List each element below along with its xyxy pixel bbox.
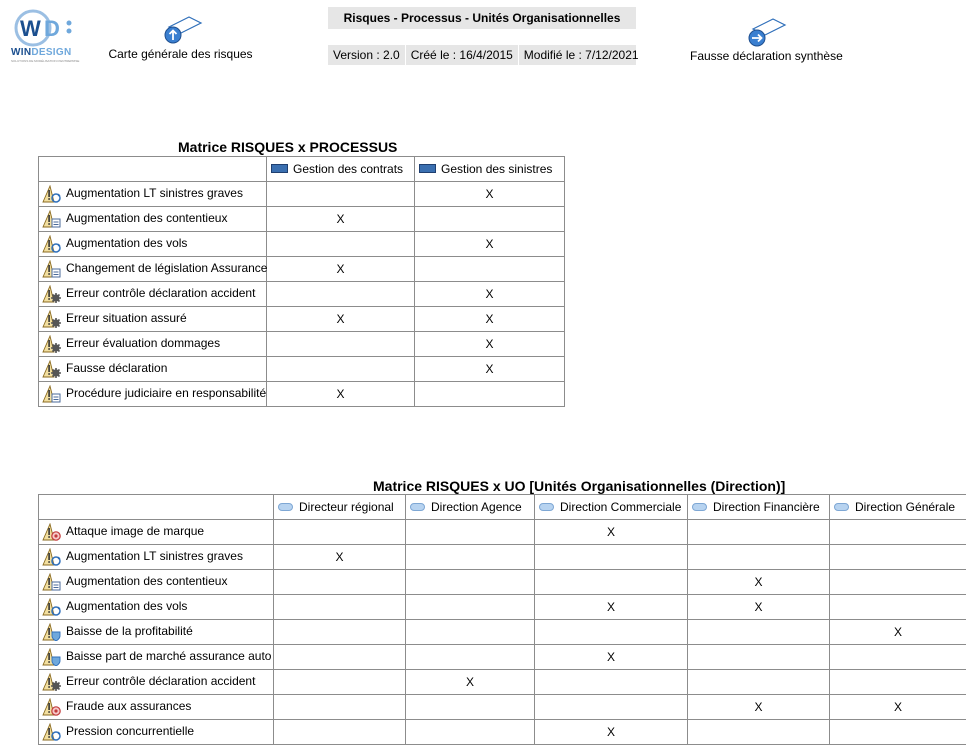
table-row	[39, 670, 966, 695]
matrix-cell	[535, 670, 688, 695]
logo-tagline: SOLUTIONS DE MODÉLISATION D'ENTREPRISE	[11, 59, 80, 63]
matrix-cell: X	[535, 595, 688, 620]
matrix-cell: X	[267, 207, 415, 232]
risk-cycle-icon	[42, 235, 62, 253]
matrix-cell	[830, 645, 966, 670]
matrix-cell	[406, 720, 535, 745]
column-swatch-icon	[278, 503, 293, 511]
risk-row-header[interactable]	[39, 570, 274, 595]
matrix-processus-title: Matrice RISQUES x PROCESSUS	[178, 139, 398, 155]
column-header-label: Gestion des contrats	[293, 162, 404, 176]
windesign-logo-icon	[11, 9, 73, 47]
risk-label: Baisse de la profitabilité	[66, 624, 193, 639]
matrix-cell	[406, 545, 535, 570]
risk-row-header[interactable]	[39, 257, 267, 282]
table-row	[39, 545, 966, 570]
matrix-cell: X	[406, 670, 535, 695]
matrix-cell: X	[688, 595, 830, 620]
matrix-cell: X	[535, 520, 688, 545]
nav-right-label: Fausse déclaration synthèse	[690, 49, 843, 63]
risk-shield-icon	[42, 648, 62, 666]
arrow-up-icon	[159, 15, 203, 45]
matrix-header-row	[39, 495, 966, 520]
risk-label: Erreur situation assuré	[66, 311, 187, 326]
document-meta	[328, 45, 639, 65]
column-header	[267, 157, 415, 182]
risk-label: Attaque image de marque	[66, 524, 205, 539]
risk-gear-icon	[42, 285, 62, 303]
risk-row-header[interactable]	[39, 695, 274, 720]
table-row	[39, 645, 966, 670]
column-header-label: Direction Commerciale	[560, 500, 682, 514]
matrix-cell	[274, 645, 406, 670]
windesign-logo	[9, 9, 80, 63]
matrix-cell	[274, 595, 406, 620]
risk-doc-icon	[42, 573, 62, 591]
risk-row-header[interactable]	[39, 670, 274, 695]
matrix-cell	[267, 357, 415, 382]
matrix-cell	[267, 332, 415, 357]
matrix-cell	[688, 645, 830, 670]
matrix-cell	[830, 520, 966, 545]
matrix-cell	[688, 520, 830, 545]
column-swatch-icon	[410, 503, 425, 511]
matrix-cell: X	[274, 545, 406, 570]
risk-row-header[interactable]	[39, 545, 274, 570]
matrix-cell: X	[830, 620, 966, 645]
column-header	[415, 157, 565, 182]
matrix-cell: X	[415, 357, 565, 382]
column-swatch-icon	[539, 503, 554, 511]
column-header-label: Gestion des sinistres	[441, 162, 553, 176]
matrix-cell: X	[267, 382, 415, 407]
svg-text:W: W	[20, 16, 41, 41]
risk-target-icon	[42, 523, 62, 541]
matrix-cell	[535, 570, 688, 595]
risk-row-header[interactable]	[39, 307, 267, 332]
matrix-cell: X	[830, 695, 966, 720]
risk-target-icon	[42, 698, 62, 716]
table-row	[39, 357, 565, 382]
matrix-uo-title: Matrice RISQUES x UO [Unités Organisationnelles (Direction)]	[373, 478, 786, 494]
matrix-cell	[688, 620, 830, 645]
risk-gear-icon	[42, 310, 62, 328]
matrix-cell: X	[688, 695, 830, 720]
matrix-cell	[274, 620, 406, 645]
risk-row-header[interactable]	[39, 357, 267, 382]
risk-label: Procédure judiciaire en responsabilité	[66, 386, 267, 401]
matrix-cell	[535, 695, 688, 720]
column-swatch-icon	[419, 164, 436, 173]
risk-label: Erreur contrôle déclaration accident	[66, 286, 256, 301]
column-header	[406, 495, 535, 520]
column-header-label: Direction Financière	[713, 500, 820, 514]
matrix-cell	[406, 645, 535, 670]
matrix-cell	[406, 570, 535, 595]
table-row	[39, 232, 565, 257]
matrix-cell	[830, 720, 966, 745]
column-header-label: Direction Générale	[855, 500, 956, 514]
risk-label: Augmentation LT sinistres graves	[66, 186, 243, 201]
matrix-cell	[688, 720, 830, 745]
column-header-label: Directeur régional	[299, 500, 394, 514]
risk-label: Erreur contrôle déclaration accident	[66, 674, 256, 689]
matrix-cell: X	[415, 232, 565, 257]
risk-doc-icon	[42, 385, 62, 403]
risk-row-header[interactable]	[39, 595, 274, 620]
matrix-cell	[274, 720, 406, 745]
risk-label: Fausse déclaration	[66, 361, 168, 376]
nav-carte-generale-link[interactable]	[108, 15, 253, 61]
matrix-cell: X	[267, 257, 415, 282]
risk-doc-icon	[42, 210, 62, 228]
matrix-cell: X	[415, 182, 565, 207]
table-row	[39, 520, 966, 545]
version-label: Version : 2.0	[328, 45, 406, 65]
matrix-cell	[267, 182, 415, 207]
risk-row-header[interactable]	[39, 232, 267, 257]
risk-gear-icon	[42, 335, 62, 353]
document-header	[328, 7, 639, 65]
matrix-cell	[274, 570, 406, 595]
risk-label: Augmentation des contentieux	[66, 574, 228, 589]
table-row	[39, 332, 565, 357]
table-row	[39, 182, 565, 207]
risk-label: Changement de législation Assurance	[66, 261, 268, 276]
matrix-cell	[830, 545, 966, 570]
risk-doc-icon	[42, 260, 62, 278]
risk-label: Baisse part de marché assurance auto	[66, 649, 272, 664]
svg-text:D: D	[44, 16, 60, 41]
nav-fausse-declaration-link[interactable]	[690, 17, 843, 63]
column-header	[688, 495, 830, 520]
risk-label: Augmentation des contentieux	[66, 211, 228, 226]
column-swatch-icon	[692, 503, 707, 511]
nav-left-label: Carte générale des risques	[108, 47, 253, 61]
risk-label: Pression concurrentielle	[66, 724, 195, 739]
risk-row-header[interactable]	[39, 332, 267, 357]
matrix-cell: X	[535, 645, 688, 670]
risk-label: Fraude aux assurances	[66, 699, 192, 714]
page-title: Risques - Processus - Unités Organisationnelles	[328, 7, 636, 30]
matrix-cell	[535, 545, 688, 570]
column-header	[274, 495, 406, 520]
column-swatch-icon	[834, 503, 849, 511]
matrix-cell	[406, 595, 535, 620]
logo-brand: WINDESIGN	[11, 47, 72, 58]
matrix-header-row	[39, 157, 565, 182]
risk-row-header[interactable]	[39, 520, 274, 545]
risk-row-header[interactable]	[39, 620, 274, 645]
table-row	[39, 257, 565, 282]
column-swatch-icon	[271, 164, 288, 173]
matrix-cell	[415, 382, 565, 407]
table-row	[39, 307, 565, 332]
risk-row-header[interactable]	[39, 282, 267, 307]
risk-cycle-icon	[42, 723, 62, 741]
table-row	[39, 595, 966, 620]
matrix-cell	[267, 232, 415, 257]
matrix-risques-uo	[38, 494, 966, 745]
matrix-cell	[274, 520, 406, 545]
matrix-cell: X	[415, 282, 565, 307]
matrix-cell	[274, 695, 406, 720]
risk-row-header[interactable]	[39, 207, 267, 232]
risk-gear-icon	[42, 673, 62, 691]
risk-label: Erreur évaluation dommages	[66, 336, 221, 351]
column-header	[535, 495, 688, 520]
matrix-cell	[688, 670, 830, 695]
risk-cycle-icon	[42, 185, 62, 203]
matrix-corner-cell	[39, 495, 274, 520]
matrix-cell	[406, 520, 535, 545]
table-row	[39, 570, 966, 595]
matrix-cell: X	[688, 570, 830, 595]
risk-row-header[interactable]	[39, 382, 267, 407]
table-row	[39, 207, 565, 232]
matrix-cell	[415, 207, 565, 232]
matrix-cell	[830, 670, 966, 695]
matrix-cell: X	[267, 307, 415, 332]
risk-shield-icon	[42, 623, 62, 641]
matrix-cell	[267, 282, 415, 307]
matrix-cell	[415, 257, 565, 282]
matrix-risques-processus	[38, 156, 565, 407]
created-label: Créé le : 16/4/2015	[406, 45, 519, 65]
risk-row-header[interactable]	[39, 182, 267, 207]
risk-row-header[interactable]	[39, 720, 274, 745]
column-header	[830, 495, 966, 520]
risk-cycle-icon	[42, 598, 62, 616]
matrix-corner-cell	[39, 157, 267, 182]
risk-label: Augmentation des vols	[66, 236, 188, 251]
column-header-label: Direction Agence	[431, 500, 522, 514]
matrix-cell: X	[415, 307, 565, 332]
risk-label: Augmentation des vols	[66, 599, 188, 614]
table-row	[39, 382, 565, 407]
risk-label: Augmentation LT sinistres graves	[66, 549, 243, 564]
risk-gear-icon	[42, 360, 62, 378]
matrix-cell	[274, 670, 406, 695]
matrix-cell	[830, 595, 966, 620]
modified-label: Modifié le : 7/12/2021	[523, 48, 639, 62]
matrix-cell: X	[415, 332, 565, 357]
matrix-cell: X	[535, 720, 688, 745]
risk-cycle-icon	[42, 548, 62, 566]
matrix-cell	[830, 570, 966, 595]
table-row	[39, 695, 966, 720]
table-row	[39, 620, 966, 645]
matrix-cell	[688, 545, 830, 570]
risk-row-header[interactable]	[39, 645, 274, 670]
arrow-right-icon	[743, 17, 787, 47]
table-row	[39, 720, 966, 745]
matrix-cell	[535, 620, 688, 645]
matrix-cell	[406, 695, 535, 720]
table-row	[39, 282, 565, 307]
matrix-cell	[406, 620, 535, 645]
